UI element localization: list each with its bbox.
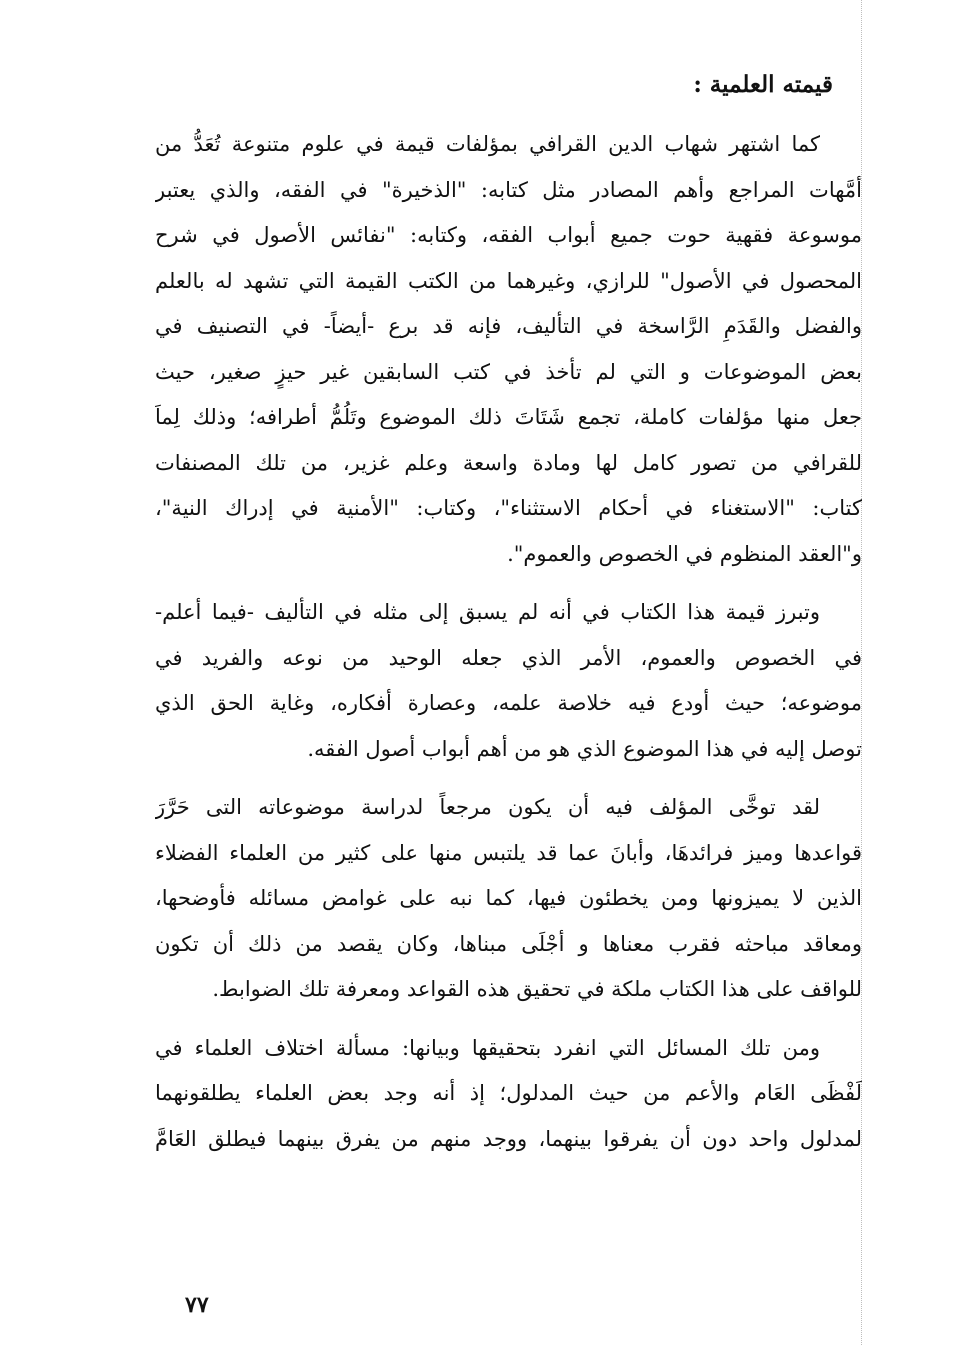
paragraph-2: [155, 590, 862, 772]
text-line: المحصول في الأصول" للرازي، وغيرهما من الكتب القيمة التي تشهد له بالعلم: [155, 268, 862, 293]
text-line: جعل منها مؤلفات كاملة، تجمع شَتَاتَ ذلك الموضوع وتَلُمُّ أطرافه؛ وذلك لِماَ: [155, 405, 862, 429]
text-line: و"العقد المنظوم في الخصوص والعموم".: [507, 541, 862, 566]
text-line: للقرافي من تصور كامل لها ومادة واسعة وعلم غزير، من تلك المصنفات: [155, 450, 862, 475]
paragraph-3: [155, 785, 862, 1013]
text-line: ومن تلك المسائل التي انفرد بتحقيقها وبيانها: مسألة اختلاف العلماء في: [155, 1035, 820, 1060]
text-line: قواعدها وميز فرائدهَا، وأبانَ عما قد يلتبس منها على كثير من العلماء الفضلاء: [155, 840, 862, 865]
section-heading: قيمته العلمية :: [693, 71, 833, 98]
text-line: ومعاقد مباحثه فقرب معناها و أجْلَى مبناها، وكان يقصد من ذلك أن تكون: [155, 931, 862, 956]
text-line: والفضل والقَدَمِ الرَّاسخة في التأليف، فإنه قد برع -أيضاً- في التصنيف في: [155, 314, 862, 338]
text-line: للواقف على هذا الكتاب ملكة في تحقيق هذه القواعد ومعرفة تلك الضوابط.: [212, 977, 862, 1001]
body-text: [155, 122, 862, 1175]
paragraph-1: [155, 122, 862, 577]
page-number: ٧٧: [185, 1292, 209, 1318]
text-line: الذين لا يميزونها ومن يخطئون فيها، كما نبه على غوامض مسائله فأوضحها،: [155, 886, 862, 910]
text-line: موسوعة فقهية حوت جميع أبواب الفقه، وكتابه: "نفائس الأصول في شرح: [155, 223, 862, 247]
text-line: موضوعه؛ حيث أودع فيه خلاصة علمه، وعصارة أفكاره، وغاية الحق الذي: [155, 691, 862, 715]
text-line: كتاب: "الاستغناء في أحكام الاستثناء"، وكتاب: "الأمنية في إدراك النية"،: [155, 496, 862, 520]
text-line: بعض الموضوعات و التي لم تأخذ في كتب السابقين غير حيزٍ صغير، حيث: [155, 359, 862, 384]
text-line: وتبرز قيمة هذا الكتاب في أنه لم يسبق إلى مثله في التأليف -فيما أعلم-: [155, 600, 820, 624]
text-line: لَفْظَى العَام والأعم من حيث المدلول؛ إذ أنه وجد بعض العلماء يطلقونهما: [155, 1081, 862, 1105]
text-line: توصل إليه في هذا الموضوع الذي هو من أهم أبواب أصول الفقه.: [307, 736, 862, 761]
text-line: لمدلول واحد دون أن يفرقوا بينهما، ووجد منهم من يفرق بينهما فيطلق العَامَّ: [155, 1126, 862, 1151]
text-line: في الخصوص والعموم، الأمر الذي جعله الوحيد من نوعه والفريد في: [155, 645, 862, 670]
paragraph-4: [155, 1026, 862, 1163]
text-line: كما اشتهر شهاب الدين القرافي بمؤلفات قيمة في علوم متنوعة تُعَدُّ من: [155, 132, 820, 156]
text-line: أمَّهات المراجع وأهم المصادر مثل كتابه: "الذخيرة" في الفقه، والذي يعتبر: [155, 177, 862, 202]
text-line: لقد توخَّى المؤلف فيه أن يكون مرجعاً لدراسة موضوعاته التى حَرَّرَ: [155, 795, 820, 819]
